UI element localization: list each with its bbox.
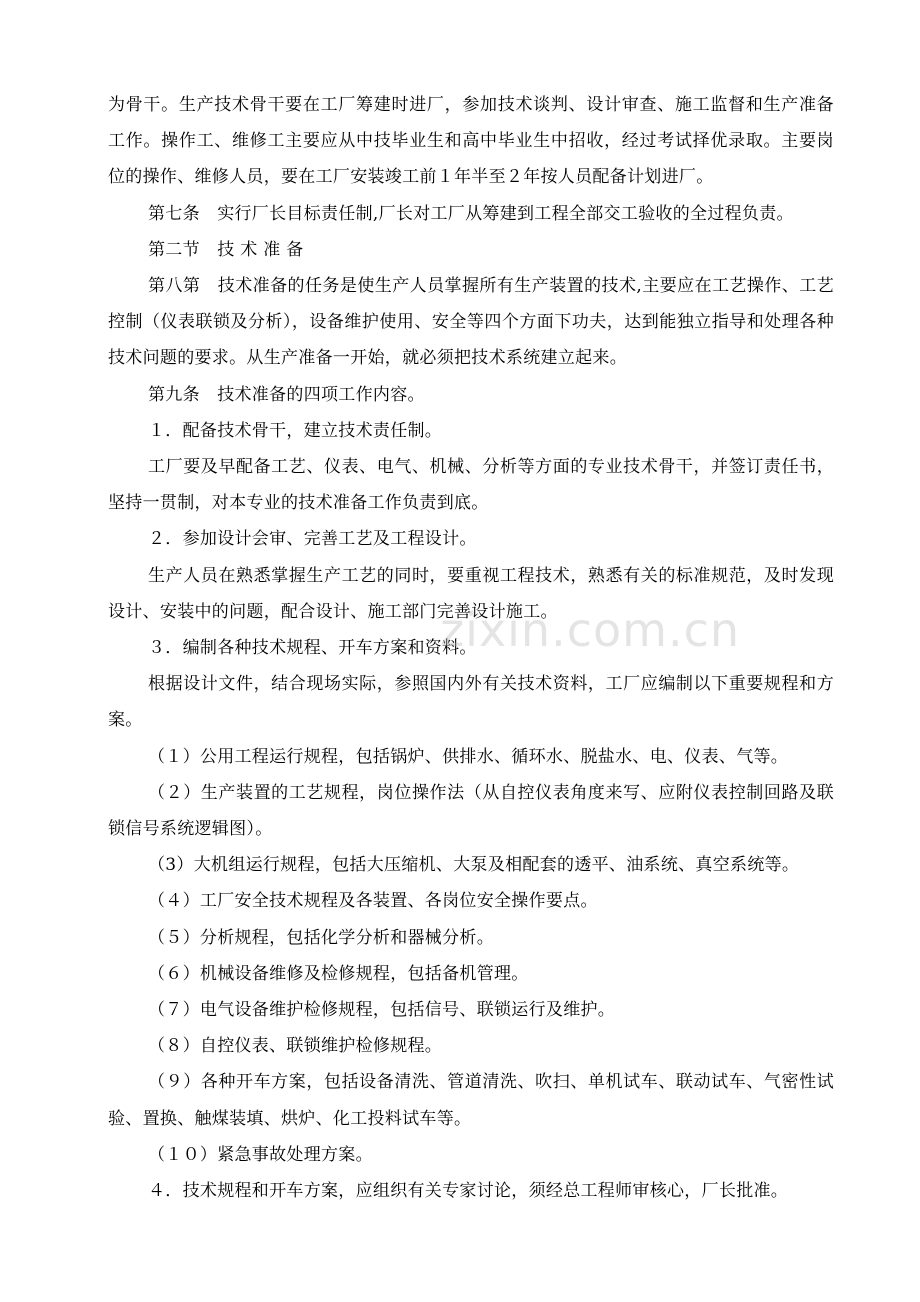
paragraph-backbone-staff: 为骨干。生产技术骨干要在工厂筹建时进厂，参加技术谈判、设计审查、施工监督和生产准备工作。操作工、维修工主要应从中技毕业生和高中毕业生中招收，经过考试择优录取。主要岗位的操作、维修人员，要在工厂安装竣工前１年半至２年按人员配备计划进厂。: [108, 95, 834, 188]
sub-item-8: （８）自控仪表、联锁维护检修规程。: [148, 1036, 443, 1057]
section-heading-technical-preparation: 第二节 技 术 准 备: [148, 239, 304, 260]
sub-item-5: （５）分析规程，包括化学分析和器械分析。: [148, 927, 494, 948]
paragraph-item-3-body: 根据设计文件，结合现场实际，参照国内外有关技术资料，工厂应编制以下重要规程和方案。: [108, 674, 834, 731]
sub-item-7: （７）电气设备维护检修规程，包括信号、联锁运行及维护。: [148, 1000, 616, 1021]
list-heading-2: ２．参加设计会审、完善工艺及工程设计。: [148, 529, 477, 550]
paragraph-item-2-body: 生产人员在熟悉掌握生产工艺的同时，要重视工程技术，熟悉有关的标准规范，及时发现设计、安装中的问题，配合设计、施工部门完善设计施工。: [108, 565, 834, 622]
sub-item-4: （４）工厂安全技术规程及各装置、各岗位安全操作要点。: [148, 891, 598, 912]
list-heading-3: ３．编制各种技术规程、开车方案和资料。: [148, 638, 477, 659]
paragraph-article-8: 第八第 技术准备的任务是使生产人员掌握所有生产装置的技术,主要应在工艺操作、工艺控制（仪表联锁及分析），设备维护使用、安全等四个方面下功夫，达到能独立指导和处理各种技术问题的要求。从生产准备一开始，就必须把技术系统建立起来。: [108, 276, 834, 369]
watermark: zixin.com.cn: [440, 603, 741, 657]
sub-item-3: （3）大机组运行规程，包括大压缩机、大泵及相配套的透平、油系统、真空系统等。: [148, 855, 800, 876]
paragraph-article-7: 第七条 实行厂长目标责任制,厂长对工厂从筹建到工程全部交工验收的全过程负责。: [148, 203, 794, 224]
sub-item-6: （６）机械设备维修及检修规程，包括备机管理。: [148, 963, 529, 984]
sub-item-10: （１０）紧急事故处理方案。: [148, 1144, 373, 1165]
sub-item-2: （２）生产装置的工艺规程，岗位操作法（从自控仪表角度来写、应附仪表控制回路及联锁信号系统逻辑图）。: [108, 782, 834, 840]
list-heading-1: １．配备技术骨干，建立技术责任制。: [148, 420, 443, 441]
sub-item-1: （１）公用工程运行规程，包括锅炉、供排水、循环水、脱盐水、电、仪表、气等。: [148, 746, 789, 767]
sub-item-9: （９）各种开车方案，包括设备清洗、管道清洗、吹扫、单机试车、联动试车、气密性试验、置换、触煤装填、烘炉、化工投料试车等。: [108, 1072, 834, 1129]
document-body: [108, 87, 834, 1209]
list-heading-4: ４．技术规程和开车方案，应组织有关专家讨论，须经总工程师审核心，厂长批准。: [148, 1181, 789, 1202]
paragraph-article-9: 第九条 技术准备的四项工作内容。: [148, 384, 425, 405]
paragraph-item-1-body: 工厂要及早配备工艺、仪表、电气、机械、分析等方面的专业技术骨干，并签订责任书，坚持一贯制，对本专业的技术准备工作负责到底。: [108, 457, 834, 514]
